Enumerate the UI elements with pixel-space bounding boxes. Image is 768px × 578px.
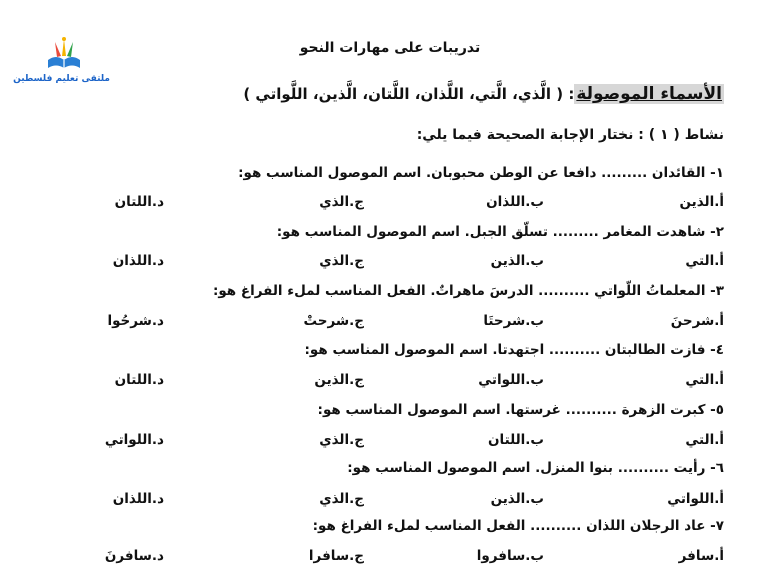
q3-option-d: د.شرحُوا [107,313,164,329]
question-3: ٣- المعلماتُ اللّواتي .......... الدرسَ ماهراتٌ. الفعل المناسب لملء الفراغ هو: [212,283,724,299]
q1-option-a: أ.الذين [679,194,724,210]
q6-option-c: ج.الذي [319,491,364,507]
q2-option-b: ب.الذين [490,253,544,269]
question-5: ٥- كبرت الزهرة .......... غرستها. اسم الموصول المناسب هو: [317,402,724,418]
q3-option-b: ب.شرحتَا [483,313,544,329]
relative-pronouns-label: الأسماء الموصولة [576,84,722,104]
q6-option-d: د.اللذان [112,491,164,507]
q5-option-d: د.اللواتي [104,432,164,448]
q7-option-a: أ.سافر [678,548,724,564]
relative-pronouns-list: : ( الَّذي، الَّتي، اللَّذان، اللَّتان، الَّذين، اللَّواتي ) [243,85,575,103]
q1-option-c: ج.الذي [319,194,364,210]
question-1: ١- القائدان ......... دافعا عن الوطن محبوبان. اسم الموصول المناسب هو: [238,165,724,181]
question-7: ٧- عاد الرجلان اللذان .......... الفعل المناسب لملء الفراغ هو: [312,518,724,534]
question-6: ٦- رأيت .......... بنوا المنزل. اسم الموصول المناسب هو: [347,460,724,476]
q3-option-a: أ.شرحنَ [670,313,724,329]
q6-option-a: أ.اللواتي [667,491,724,507]
q5-option-c: ج.الذي [319,432,364,448]
q7-option-d: د.سافرنَ [104,548,164,564]
q4-option-c: ج.الذين [314,372,364,388]
q2-option-c: ج.الذي [319,253,364,269]
question-2: ٢- شاهدت المغامر ......... تسلّق الجبل. اسم الموصول المناسب هو: [276,224,724,240]
q7-option-b: ب.سافروا [476,548,544,564]
q4-option-d: د.اللتان [114,372,164,388]
logo-text: ملتقى تعليم فلسطين [13,74,110,84]
q7-option-c: ج.سافرا [308,548,364,564]
book-logo-icon [44,36,84,74]
q4-option-b: ب.اللواتي [478,372,544,388]
question-4: ٤- فازت الطالبتان .......... اجتهدتا. اسم الموصول المناسب هو: [304,342,724,358]
relative-pronouns-line [243,84,724,104]
q1-option-d: د.اللتان [114,194,164,210]
q4-option-a: أ.التي [685,372,724,388]
q1-option-b: ب.اللذان [486,194,544,210]
activity-heading: نشاط ( ١ ) : نختار الإجابة الصحيحة فيما يلي: [416,127,724,143]
q5-option-b: ب.اللتان [487,432,544,448]
q6-option-b: ب.الذين [490,491,544,507]
logo [13,36,110,92]
q2-option-a: أ.التي [685,253,724,269]
q2-option-d: د.اللذان [112,253,164,269]
q3-option-c: ج.شرحتْ [303,313,364,329]
page-title: تدريبات على مهارات النحو [299,40,481,56]
q5-option-a: أ.التي [685,432,724,448]
